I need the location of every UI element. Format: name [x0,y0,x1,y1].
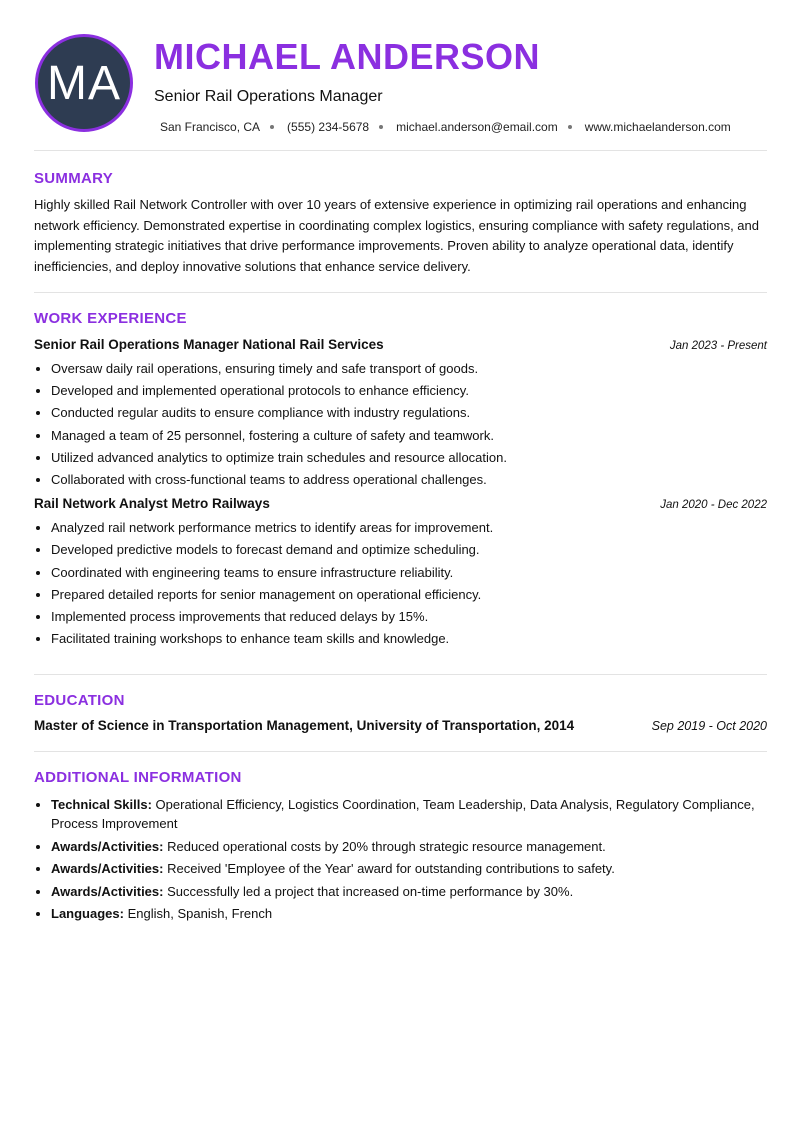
item-label: Awards/Activities: [51,861,164,877]
list-item: • Developed and implemented operational protocols to enhance efficiency. [51,380,767,402]
list-item: • Coordinated with engineering teams to ensure infrastructure reliability. [51,562,767,584]
candidate-name: MICHAEL ANDERSON [154,36,541,77]
separator-dot [568,125,572,129]
summary-heading: SUMMARY [34,170,114,187]
list-item: • Facilitated training workshops to enhance team skills and knowledge. [51,628,767,650]
list-item [51,882,767,901]
additional-section [34,752,767,923]
phone-text: (555) 234-5678 [287,120,370,134]
education-section [34,675,767,751]
list-item [51,859,767,878]
list-item: • Collaborated with cross-functional teams to address operational challenges. [51,469,767,491]
separator-dot [270,125,274,129]
list-item: • Analyzed rail network performance metrics to identify areas for improvement. [51,517,767,539]
education-heading: EDUCATION [34,692,125,710]
resume-header [34,0,767,150]
list-item [51,904,767,923]
job-entry [34,337,767,491]
item-text: Reduced operational costs by 20% through strategic resource management. [167,838,606,854]
contact-info [160,120,731,134]
list-item: • Developed predictive models to forecast demand and optimize scheduling. [51,539,767,561]
item-label: Awards/Activities: [51,883,164,899]
job-role: Rail Network Analyst Metro Railways [34,496,270,512]
summary-text: Highly skilled Rail Network Controller with over 10 years of extensive experience in optimizing rail operations and enhancing network efficiency. Demonstrated expertise in coordinating complex logistics, ensuring compliance with safety regulations, and implementing strategic initiatives that drive performance improvements. Proven ability to analyze operational data, identify inefficiencies, and deploy innovative solutions that enhance service delivery. [34,197,759,274]
experience-heading: WORK EXPERIENCE [34,310,187,327]
job-bullets [34,517,767,650]
experience-section [34,293,767,674]
job-bullets [34,358,767,491]
job-role: Senior Rail Operations Manager National Rail Services [34,337,384,352]
item-text: Received 'Employee of the Year' award for outstanding contributions to safety. [167,861,615,877]
item-label: Technical Skills: [51,797,152,813]
list-item: • Prepared detailed reports for senior management on operational efficiency. [51,584,767,606]
item-text: Successfully led a project that increased on-time performance by 30%. [167,883,574,899]
website-link[interactable]: www.michaelanderson.com [584,120,731,134]
candidate-title: Senior Rail Operations Manager [154,88,383,105]
location-text: San Francisco, CA [160,120,261,134]
additional-list [34,795,767,923]
job-dates: Jan 2023 - Present [669,340,767,352]
education-dates: Sep 2019 - Oct 2020 [651,719,767,734]
additional-heading: ADDITIONAL INFORMATION [34,769,242,787]
job-entry [34,496,767,650]
list-item: • Utilized advanced analytics to optimize train schedules and resource allocation. [51,447,767,469]
separator-dot [379,125,383,129]
list-item: • Conducted regular audits to ensure compliance with industry regulations. [51,402,767,424]
item-label: Languages: [51,906,124,922]
item-text: English, Spanish, French [127,906,273,922]
list-item: • Oversaw daily rail operations, ensuring timely and safe transport of goods. [51,358,767,380]
item-label: Awards/Activities: [51,838,164,854]
list-item [51,837,767,856]
list-item [51,795,767,833]
summary-section [34,151,767,292]
avatar: MA [35,34,133,132]
item-text: Operational Efficiency, Logistics Coordination, Team Leadership, Data Analysis, Regulatory Compliance, Process Improvement [51,797,755,832]
list-item: • Implemented process improvements that reduced delays by 15%. [51,606,767,628]
degree-text: Master of Science in Transportation Management, University of Transportation, 2014 [34,718,575,734]
email-link[interactable]: michael.anderson@email.com [396,120,558,134]
list-item: • Managed a team of 25 personnel, fostering a culture of safety and teamwork. [51,425,767,447]
job-dates: Jan 2020 - Dec 2022 [660,499,767,512]
